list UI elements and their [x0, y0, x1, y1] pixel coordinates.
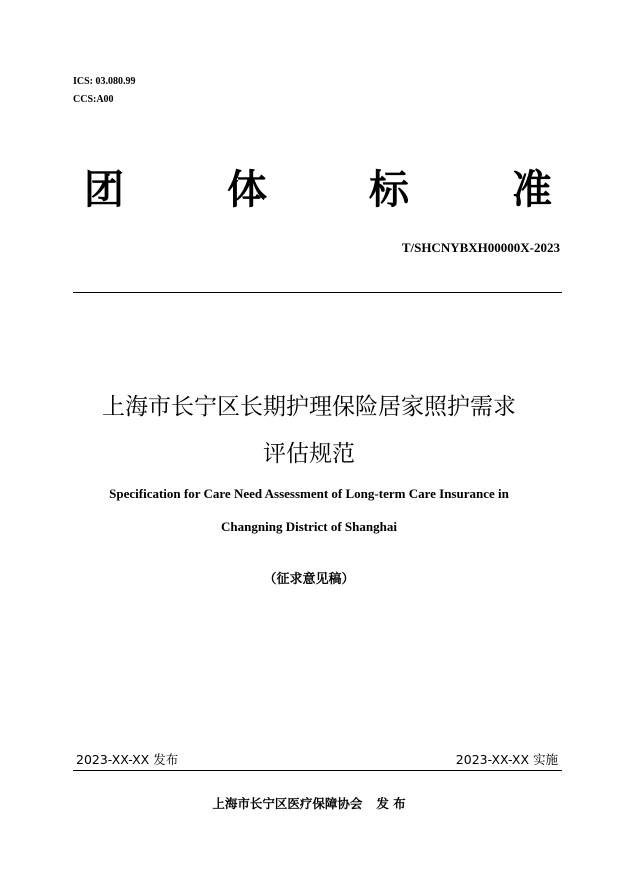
ics-code: ICS: 03.080.99 [73, 76, 136, 87]
standard-number: T/SHCNYBXH00000X-2023 [401, 240, 560, 255]
standard-type-char: 团 [84, 167, 124, 213]
publisher-action: 发 布 [376, 796, 406, 811]
title-en-line-1: Specification for Care Need Assessment of Long-term Care Insurance in [109, 486, 509, 501]
implementation-date: 2023-XX-XX 实施 [455, 752, 558, 767]
top-divider [73, 292, 562, 293]
bottom-divider [73, 770, 562, 771]
title-cn-line-1: 上海市长宁区长期护理保险居家照护需求 [102, 394, 516, 420]
standard-type-char: 标 [369, 167, 409, 213]
publisher-line [0, 796, 618, 812]
standard-type-heading [0, 166, 618, 214]
publisher-name: 上海市长宁区医疗保障协会 [212, 796, 363, 811]
title-cn-line-2: 评估规范 [263, 441, 355, 467]
draft-label: （征求意见稿） [263, 572, 355, 587]
issue-date: 2023-XX-XX 发布 [76, 752, 179, 767]
standard-type-char: 体 [227, 167, 267, 213]
ccs-code: CCS:A00 [73, 94, 114, 105]
title-en-line-2: Changning District of Shanghai [221, 519, 397, 534]
standard-type-char: 准 [512, 167, 552, 213]
